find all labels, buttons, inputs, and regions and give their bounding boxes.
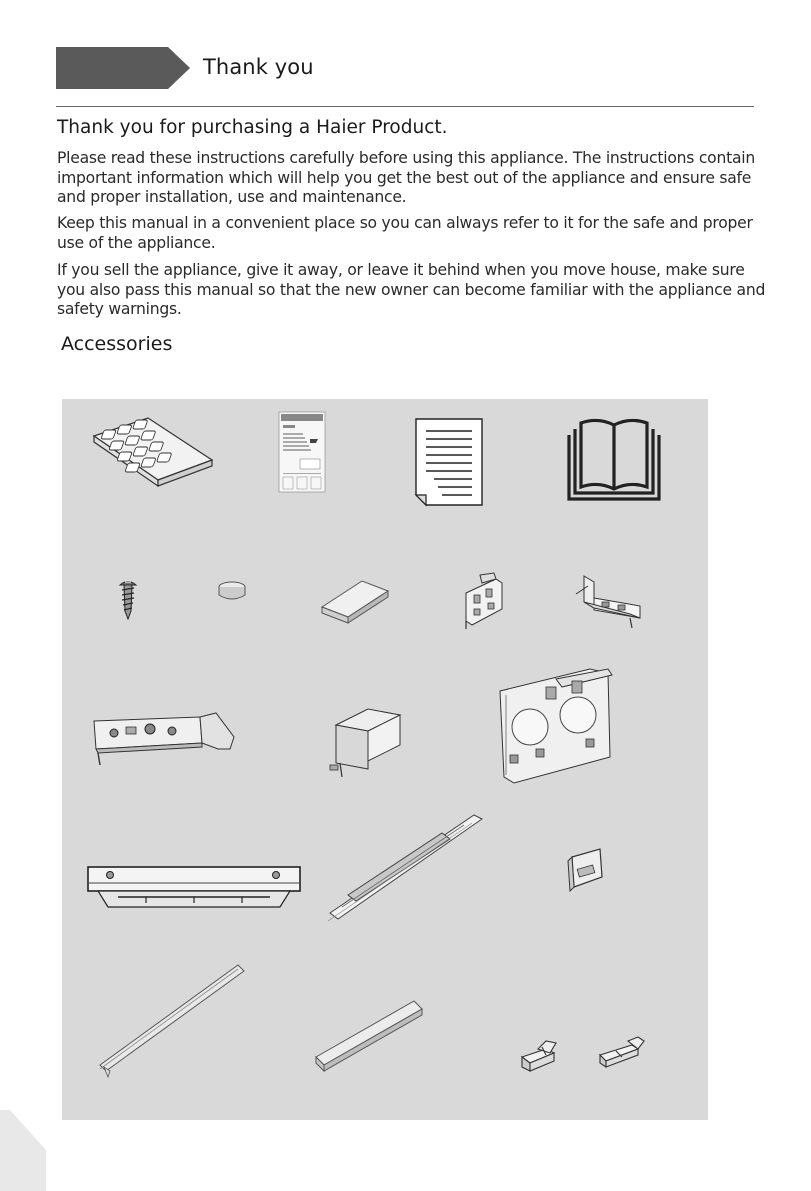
cap-icon — [217, 581, 247, 603]
intro-paragraph-1: Please read these instructions carefully before using this appliance. The instructions contain important information which will help you get the best out of the appliance and ensure safe and proper installation, use and maintenance. — [57, 149, 755, 206]
divider — [56, 106, 754, 107]
cover-strip-short-icon — [310, 995, 430, 1075]
warranty-sheet-icon — [412, 415, 486, 507]
section-tab-arrow-icon — [56, 47, 191, 89]
ventilation-grille-icon — [84, 861, 304, 919]
fastening-clips-icon — [516, 1027, 648, 1077]
screw-icon — [119, 579, 137, 621]
accessories-title: Accessories — [61, 333, 173, 355]
accessories-panel — [62, 399, 708, 1120]
cover-strip-long-icon — [96, 961, 248, 1079]
page-corner-decoration — [0, 1110, 48, 1191]
hinge-assembly-icon — [90, 709, 240, 769]
upper-hinge-bracket-icon — [460, 571, 508, 631]
intro-paragraph-2: Keep this manual in a convenient place so you can always refer to it for the safe and proper use of the appliance. — [57, 214, 753, 252]
small-clip-icon — [564, 847, 606, 899]
hinge-bracket-icon — [574, 572, 646, 630]
energy-label-icon — [278, 411, 326, 493]
spacer-block-icon — [318, 577, 392, 625]
seal-strip-icon — [324, 809, 486, 927]
corner-bracket-icon — [328, 705, 406, 785]
mounting-plate-icon — [496, 665, 620, 787]
user-manual-icon — [566, 415, 662, 503]
ice-cube-tray-icon — [88, 414, 218, 489]
intro-heading: Thank you for purchasing a Haier Product. — [57, 117, 448, 138]
section-title: Thank you — [203, 55, 314, 79]
intro-paragraph-3: If you sell the appliance, give it away, or leave it behind when you move house, make sure you also pass this manual so that the new owner can become familiar with the appliance and safety warnings. — [57, 261, 766, 318]
